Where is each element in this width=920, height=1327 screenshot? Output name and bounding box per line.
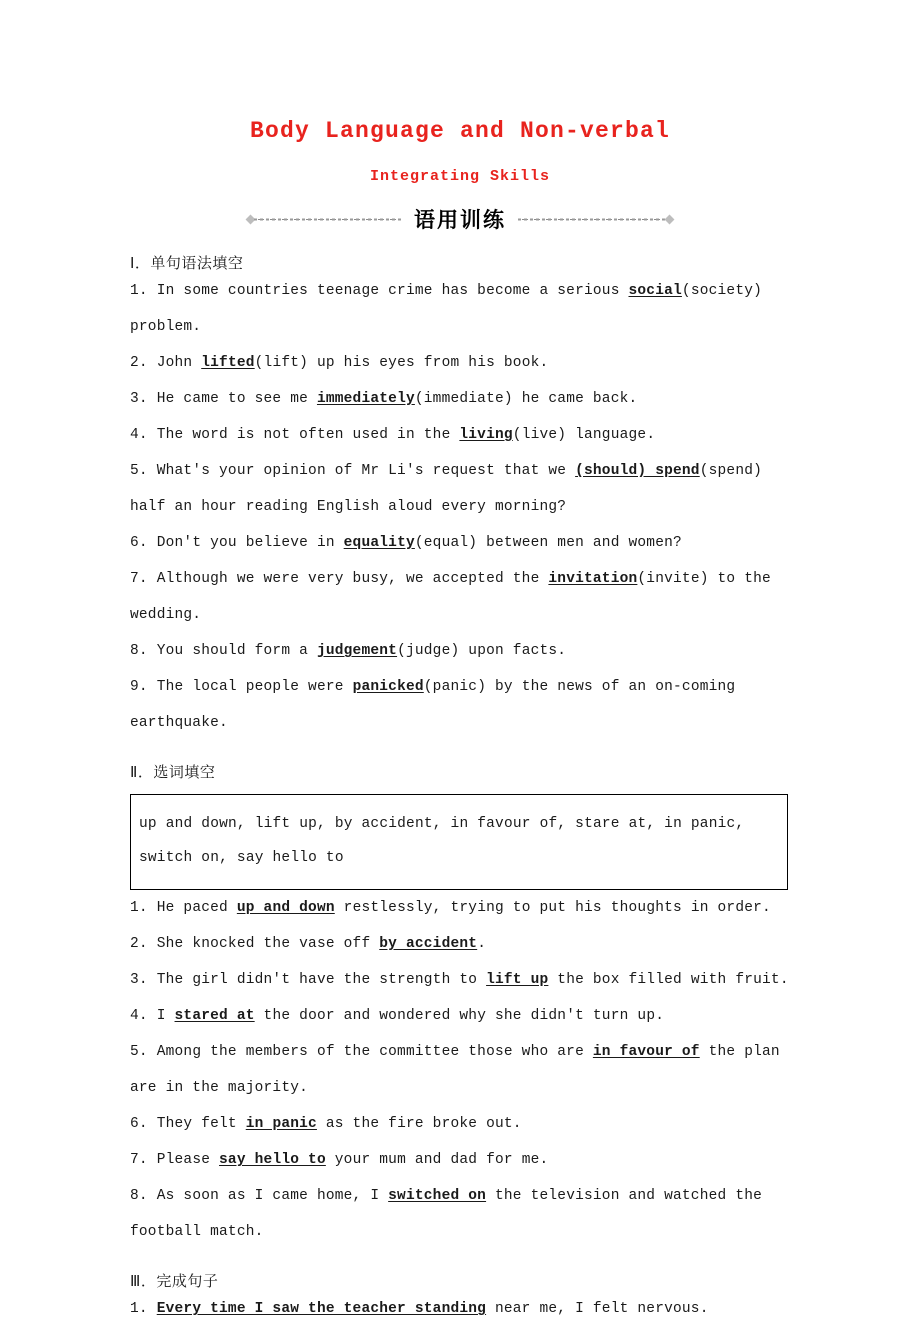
item-post: your mum and dad for me.: [325, 1152, 549, 1168]
item-number: 8.: [130, 643, 148, 659]
item-answer: stared at: [174, 1008, 255, 1024]
item-pre: John: [156, 355, 202, 371]
question-item: [130, 669, 790, 741]
item-answer: lift up: [486, 972, 549, 988]
item-pre: As soon as I came home, I: [156, 1188, 389, 1204]
item-answer: switched on: [388, 1188, 487, 1204]
item-pre: They felt: [156, 1116, 246, 1132]
item-post: (equal) between men and women?: [414, 535, 682, 551]
item-answer: social: [628, 283, 682, 299]
question-item: [130, 561, 790, 633]
item-number: 2.: [130, 355, 148, 371]
item-pre: The girl didn't have the strength to: [156, 972, 487, 988]
band-title: 语用训练: [414, 208, 506, 232]
item-number: 5.: [130, 463, 148, 479]
section-band: [0, 206, 920, 232]
item-post: restlessly, trying to put his thoughts in order.: [334, 900, 771, 916]
item-number: 3.: [130, 391, 148, 407]
question-item: [130, 998, 790, 1034]
question-item: [130, 890, 790, 926]
item-number: 9.: [130, 679, 148, 695]
question-item: [130, 1178, 790, 1250]
item-answer: judgement: [316, 643, 398, 659]
item-post: near me, I felt nervous.: [486, 1301, 709, 1317]
page-title: Body Language and Non-verbal: [249, 118, 671, 144]
question-item: [130, 962, 790, 998]
item-number: 8.: [130, 1188, 148, 1204]
item-answer: in panic: [245, 1116, 317, 1132]
item-post: (panic) by the news of an on-coming earthquake.: [130, 679, 736, 731]
item-number: 4.: [130, 427, 148, 443]
item-answer: immediately: [316, 391, 415, 407]
question-item: [130, 525, 790, 561]
item-pre: In some countries teenage crime has become a serious: [156, 283, 629, 299]
item-post: the box filled with fruit.: [548, 972, 789, 988]
item-number: 3.: [130, 972, 148, 988]
item-number: 6.: [130, 1116, 148, 1132]
item-post: as the fire broke out.: [316, 1116, 522, 1132]
item-pre: He paced: [156, 900, 237, 916]
item-answer: (should) spend: [575, 463, 700, 479]
item-number: 5.: [130, 1044, 148, 1060]
item-pre: He came to see me: [156, 391, 317, 407]
item-pre: Among the members of the committee those who are: [156, 1044, 593, 1060]
item-answer: invitation: [548, 571, 638, 587]
item-number: 4.: [130, 1008, 148, 1024]
item-pre: The word is not often used in the: [156, 427, 460, 443]
section-heading-2: Ⅱ．选词填空: [130, 765, 216, 782]
item-post: (live) language.: [512, 427, 656, 443]
item-number: 6.: [130, 535, 148, 551]
item-pre: Although we were very busy, we accepted the: [156, 571, 549, 587]
item-pre: Please: [156, 1152, 220, 1168]
item-answer: say hello to: [219, 1152, 326, 1168]
item-pre: I: [156, 1008, 175, 1024]
item-post: the television and watched the football match.: [130, 1188, 763, 1240]
item-number: 1.: [130, 900, 148, 916]
item-answer: up and down: [236, 900, 335, 916]
question-item: [130, 453, 790, 525]
item-number: 1.: [130, 1301, 148, 1317]
item-pre: The local people were: [156, 679, 353, 695]
item-answer: in favour of: [592, 1044, 700, 1060]
item-number: 2.: [130, 936, 148, 952]
item-post: (society) problem.: [130, 283, 763, 335]
item-post: the plan are in the majority.: [130, 1044, 780, 1096]
item-answer: lifted: [201, 355, 255, 371]
question-item: [130, 1291, 790, 1327]
word-bank-box: up and down, lift up, by accident, in favour of, stare at, in panic, switch on, say hello to: [130, 794, 788, 890]
item-post: the door and wondered why she didn't turn up.: [254, 1008, 665, 1024]
item-pre: You should form a: [156, 643, 317, 659]
section-heading-1: Ⅰ．单句语法填空: [130, 256, 244, 273]
question-item: [130, 273, 790, 345]
item-pre: What's your opinion of Mr Li's request that we: [156, 463, 576, 479]
item-pre: She knocked the vase off: [156, 936, 380, 952]
item-post: (spend) half an hour reading English aloud every morning?: [130, 463, 763, 515]
item-answer: by accident: [379, 936, 478, 952]
item-answer: Every time I saw the teacher standing: [156, 1301, 487, 1317]
item-number: 7.: [130, 1152, 148, 1168]
item-answer: equality: [343, 535, 415, 551]
band-rule-right: [518, 217, 666, 222]
item-post: (immediate) he came back.: [414, 391, 638, 407]
section-heading-3: Ⅲ．完成句子: [130, 1274, 219, 1291]
item-number: 1.: [130, 283, 148, 299]
page-subtitle: Integrating Skills: [369, 168, 551, 185]
question-item: [130, 926, 790, 962]
question-item: [130, 1106, 790, 1142]
item-number: 7.: [130, 571, 148, 587]
item-pre: Don't you believe in: [156, 535, 344, 551]
question-item: [130, 1142, 790, 1178]
item-post: .: [477, 936, 487, 952]
item-post: (lift) up his eyes from his book.: [254, 355, 549, 371]
band-diamond-right-icon: [665, 214, 675, 224]
item-post: (invite) to the wedding.: [130, 571, 771, 623]
item-answer: panicked: [352, 679, 424, 695]
item-post: (judge) upon facts.: [397, 643, 567, 659]
question-item: [130, 345, 790, 381]
question-item: [130, 633, 790, 669]
band-rule-left: [254, 217, 402, 222]
question-item: [130, 417, 790, 453]
question-item: [130, 381, 790, 417]
question-item: [130, 1034, 790, 1106]
item-answer: living: [459, 427, 513, 443]
